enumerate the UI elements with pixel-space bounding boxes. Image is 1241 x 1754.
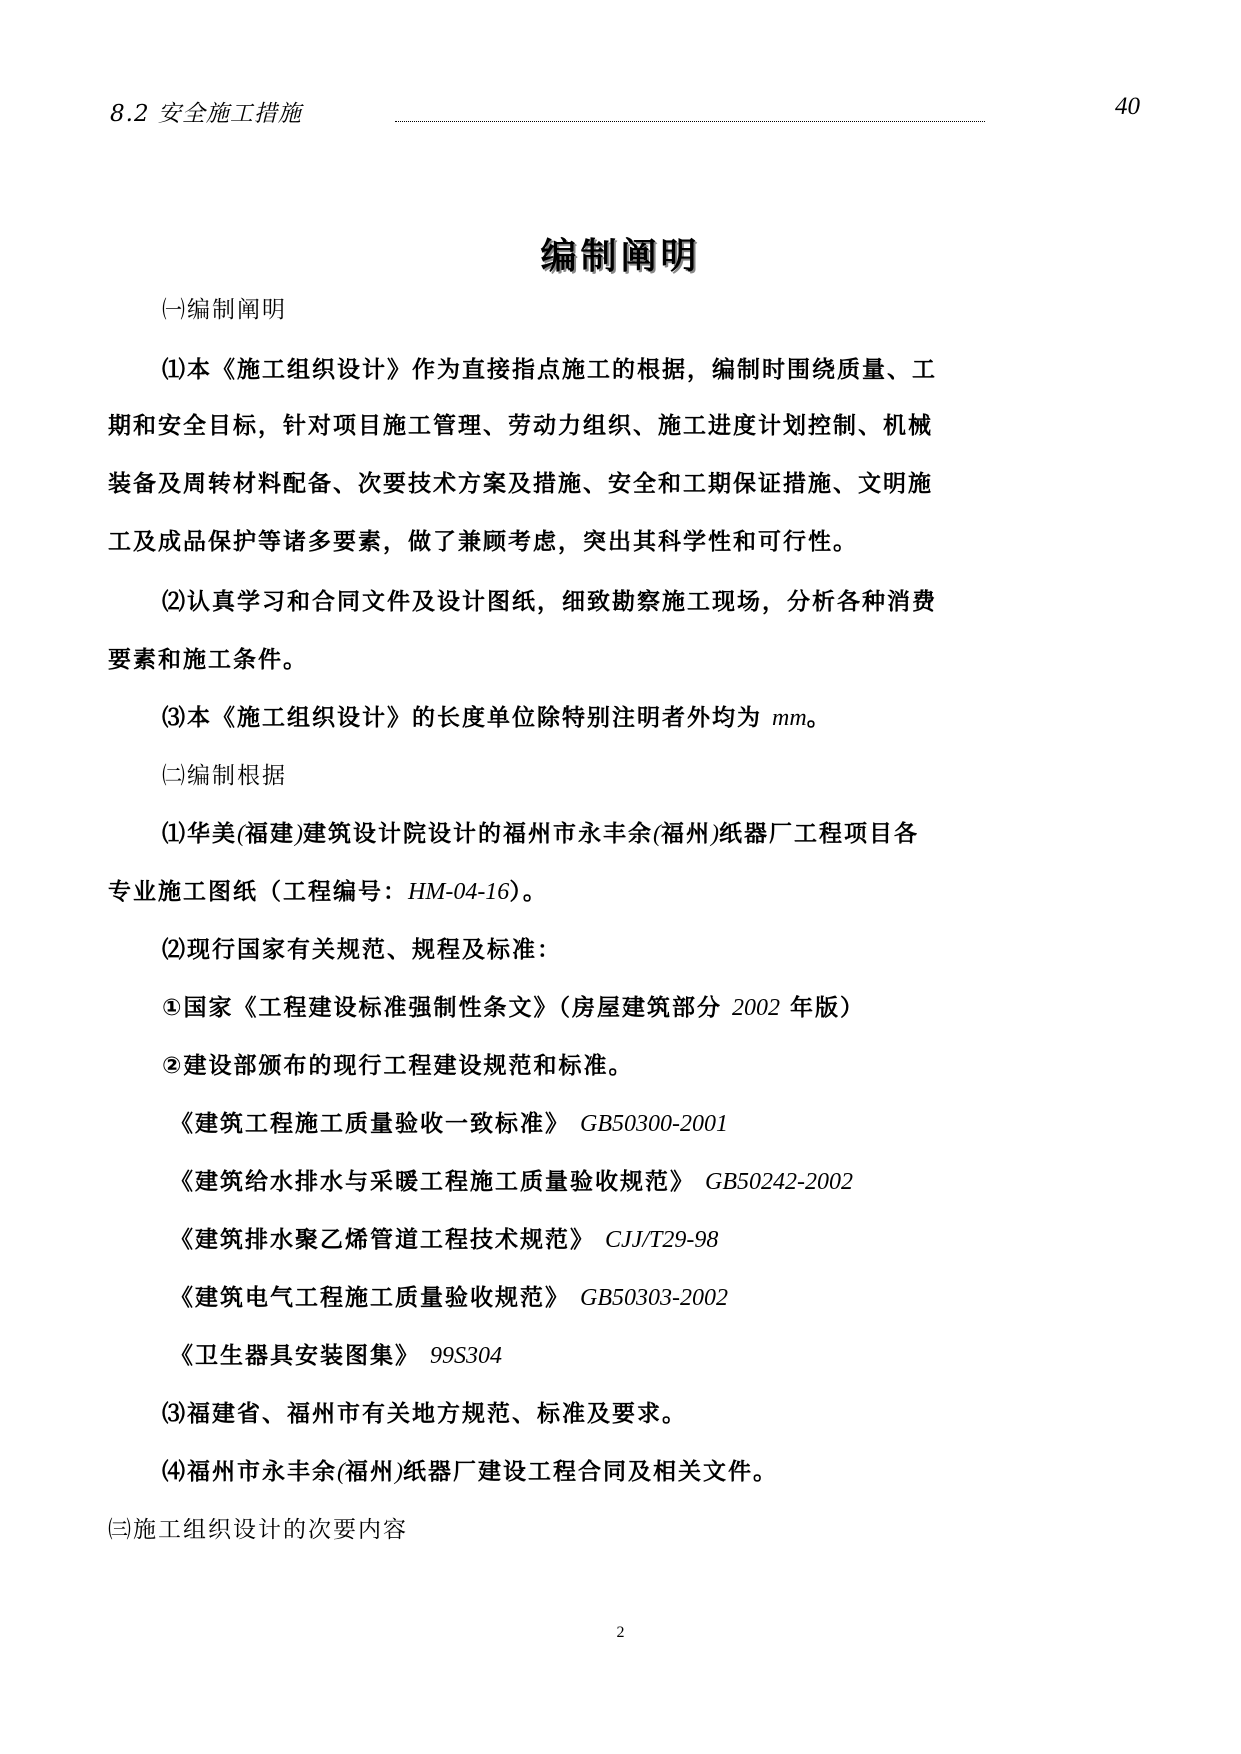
s2-item2: ②建设部颁布的现行工程建设规范和标准。 bbox=[162, 1053, 634, 1079]
s1-para3: ⑶本《施工组织设计》的长度单位除特别注明者外均为 mm。 bbox=[162, 705, 832, 731]
section-3-heading: ㈢施工组织设计的次要内容 bbox=[108, 1517, 408, 1543]
toc-header bbox=[110, 95, 1140, 135]
document-title: 编制阐明 bbox=[540, 236, 701, 277]
toc-page-ref: 40 bbox=[1115, 93, 1140, 120]
s1-para2-line1: ⑵认真学习和合同文件及设计图纸，细致勘察施工现场，分析各种消费 bbox=[162, 589, 937, 615]
toc-section-title: 8.2 安全施工措施 bbox=[110, 101, 302, 127]
page-number: 2 bbox=[616, 1624, 625, 1641]
s1-para1-line2: 期和安全目标，针对项目施工管理、劳动力组织、施工进度计划控制、机械 bbox=[108, 413, 933, 439]
standard-item: 《卫生器具安装图集》 99S304 bbox=[170, 1343, 503, 1369]
s1-para1-line4: 工及成品保护等诸多要素，做了兼顾考虑，突出其科学性和可行性。 bbox=[108, 529, 858, 555]
s1-para1-line1: ⑴本《施工组织设计》作为直接指点施工的根据，编制时围绕质量、工 bbox=[162, 357, 937, 383]
s2-item1: ①国家《工程建设标准强制性条文》（房屋建筑部分 2002 年版） bbox=[162, 995, 865, 1021]
standard-item: 《建筑排水聚乙烯管道工程技术规范》 CJJ/T29-98 bbox=[170, 1227, 719, 1253]
standard-item: 《建筑工程施工质量验收一致标准》 GB50300-2001 bbox=[170, 1111, 728, 1137]
section-2-heading: ㈡编制根据 bbox=[162, 763, 287, 789]
project-code: HM-04-16 bbox=[408, 879, 510, 905]
s1-para1-line3: 装备及周转材料配备、次要技术方案及措施、安全和工期保证措施、文明施 bbox=[108, 471, 933, 497]
s2-para1-line1: ⑴华美(福建)建筑设计院设计的福州市永丰余(福州)纸器厂工程项目各 bbox=[162, 821, 919, 847]
s2-para2: ⑵现行国家有关规范、规程及标准： bbox=[162, 937, 562, 963]
unit-mm: mm bbox=[772, 705, 807, 731]
s1-para2-line2: 要素和施工条件。 bbox=[108, 647, 308, 673]
standard-item: 《建筑给水排水与采暖工程施工质量验收规范》 GB50242-2002 bbox=[170, 1169, 853, 1195]
toc-dot-leader bbox=[395, 121, 985, 122]
s2-para4: ⑷福州市永丰余(福州)纸器厂建设工程合同及相关文件。 bbox=[162, 1459, 778, 1485]
standard-item: 《建筑电气工程施工质量验收规范》 GB50303-2002 bbox=[170, 1285, 728, 1311]
section-1-heading: ㈠编制阐明 bbox=[162, 297, 287, 323]
s2-para1-line2: 专业施工图纸（工程编号：HM-04-16）。 bbox=[108, 879, 548, 905]
s2-para3: ⑶福建省、福州市有关地方规范、标准及要求。 bbox=[162, 1401, 687, 1427]
